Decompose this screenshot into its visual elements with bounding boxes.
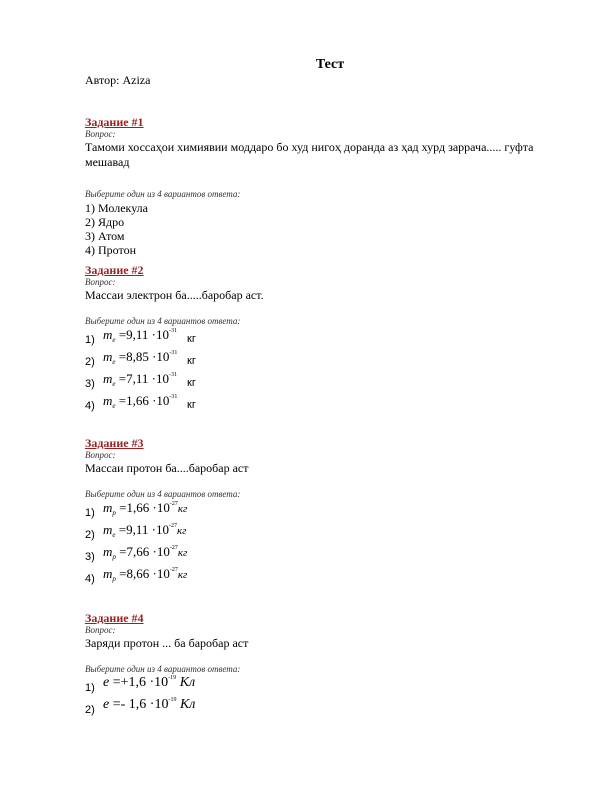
- task-4-question-label: Вопрос:: [85, 625, 116, 635]
- task-4-heading: Задание #4: [85, 611, 144, 625]
- task-2-question: Массаи электрон ба.....баробар аст.: [85, 288, 264, 302]
- task-3-option-1: 1) $m_p =1,66 \cdot 10^{-27}кг$: [85, 500, 188, 519]
- task-1-option-3: 3) Атом: [85, 229, 125, 243]
- task-2: [85, 264, 555, 414]
- document-title: Тест: [315, 57, 345, 72]
- task-3-option-2: 2) $m_e =9,11 \cdot 10^{-27}кг$: [85, 522, 187, 541]
- task-1-option-4: 4) Протон: [85, 243, 137, 257]
- task-1-options: [85, 201, 555, 257]
- task-2-question-label: Вопрос:: [85, 277, 116, 287]
- author-line: Автор: Aziza: [85, 73, 151, 87]
- task-2-option-2: 2) $m_e =8,85 \cdot 10^{-31}$ кг: [85, 349, 196, 368]
- task-4-option-2: 2) $e =- 1,6 \cdot 10^{-19}$ Кл: [85, 697, 196, 716]
- task-2-option-1: 1) $m_e =9,11 \cdot 10^{-31}$ кг: [85, 327, 196, 346]
- task-2-option-4: 4) $m_e =1,66 \cdot 10^{-31}$ кг: [85, 393, 196, 412]
- task-3-question-label: Вопрос:: [85, 450, 116, 460]
- task-4-question: Заряди протон ... ба баробар аст: [85, 636, 249, 650]
- task-4-options-label: Выберите один из 4 вариантов ответа:: [85, 664, 241, 674]
- task-4: [85, 612, 555, 718]
- task-3-option-4: 4) $m_p =8,66 \cdot 10^{-27}кг$: [85, 566, 188, 585]
- task-3-heading: Задание #3: [85, 436, 144, 450]
- task-1-option-1: 1) Молекула: [85, 201, 148, 215]
- task-2-option-3: 3) $m_e =7,11 \cdot 10^{-31}$ кг: [85, 371, 196, 390]
- task-3-question: Массаи протон ба....баробар аст: [85, 461, 249, 475]
- task-2-heading: Задание #2: [85, 263, 144, 277]
- task-3-option-3: 3) $m_p =7,66 \cdot 10^{-27}кг$: [85, 544, 188, 563]
- task-1-question: Тамоми хоссаҳои химиявии моддаро бо худ нигоҳ доранда аз ҳад хурд заррача..... гуфта мешавад: [85, 140, 534, 169]
- task-1: [85, 116, 555, 257]
- task-4-option-1: 1) $e =+1,6 \cdot 10^{-19}$ Кл: [85, 675, 196, 694]
- task-3: [85, 437, 555, 587]
- task-1-question-label: Вопрос:: [85, 129, 116, 139]
- task-1-option-2: 2) Ядро: [85, 215, 125, 229]
- task-2-options-label: Выберите один из 4 вариантов ответа:: [85, 316, 241, 326]
- task-3-options-label: Выберите один из 4 вариантов ответа:: [85, 489, 241, 499]
- task-1-options-label: Выберите один из 4 вариантов ответа:: [85, 189, 241, 199]
- task-1-heading: Задание #1: [85, 115, 144, 129]
